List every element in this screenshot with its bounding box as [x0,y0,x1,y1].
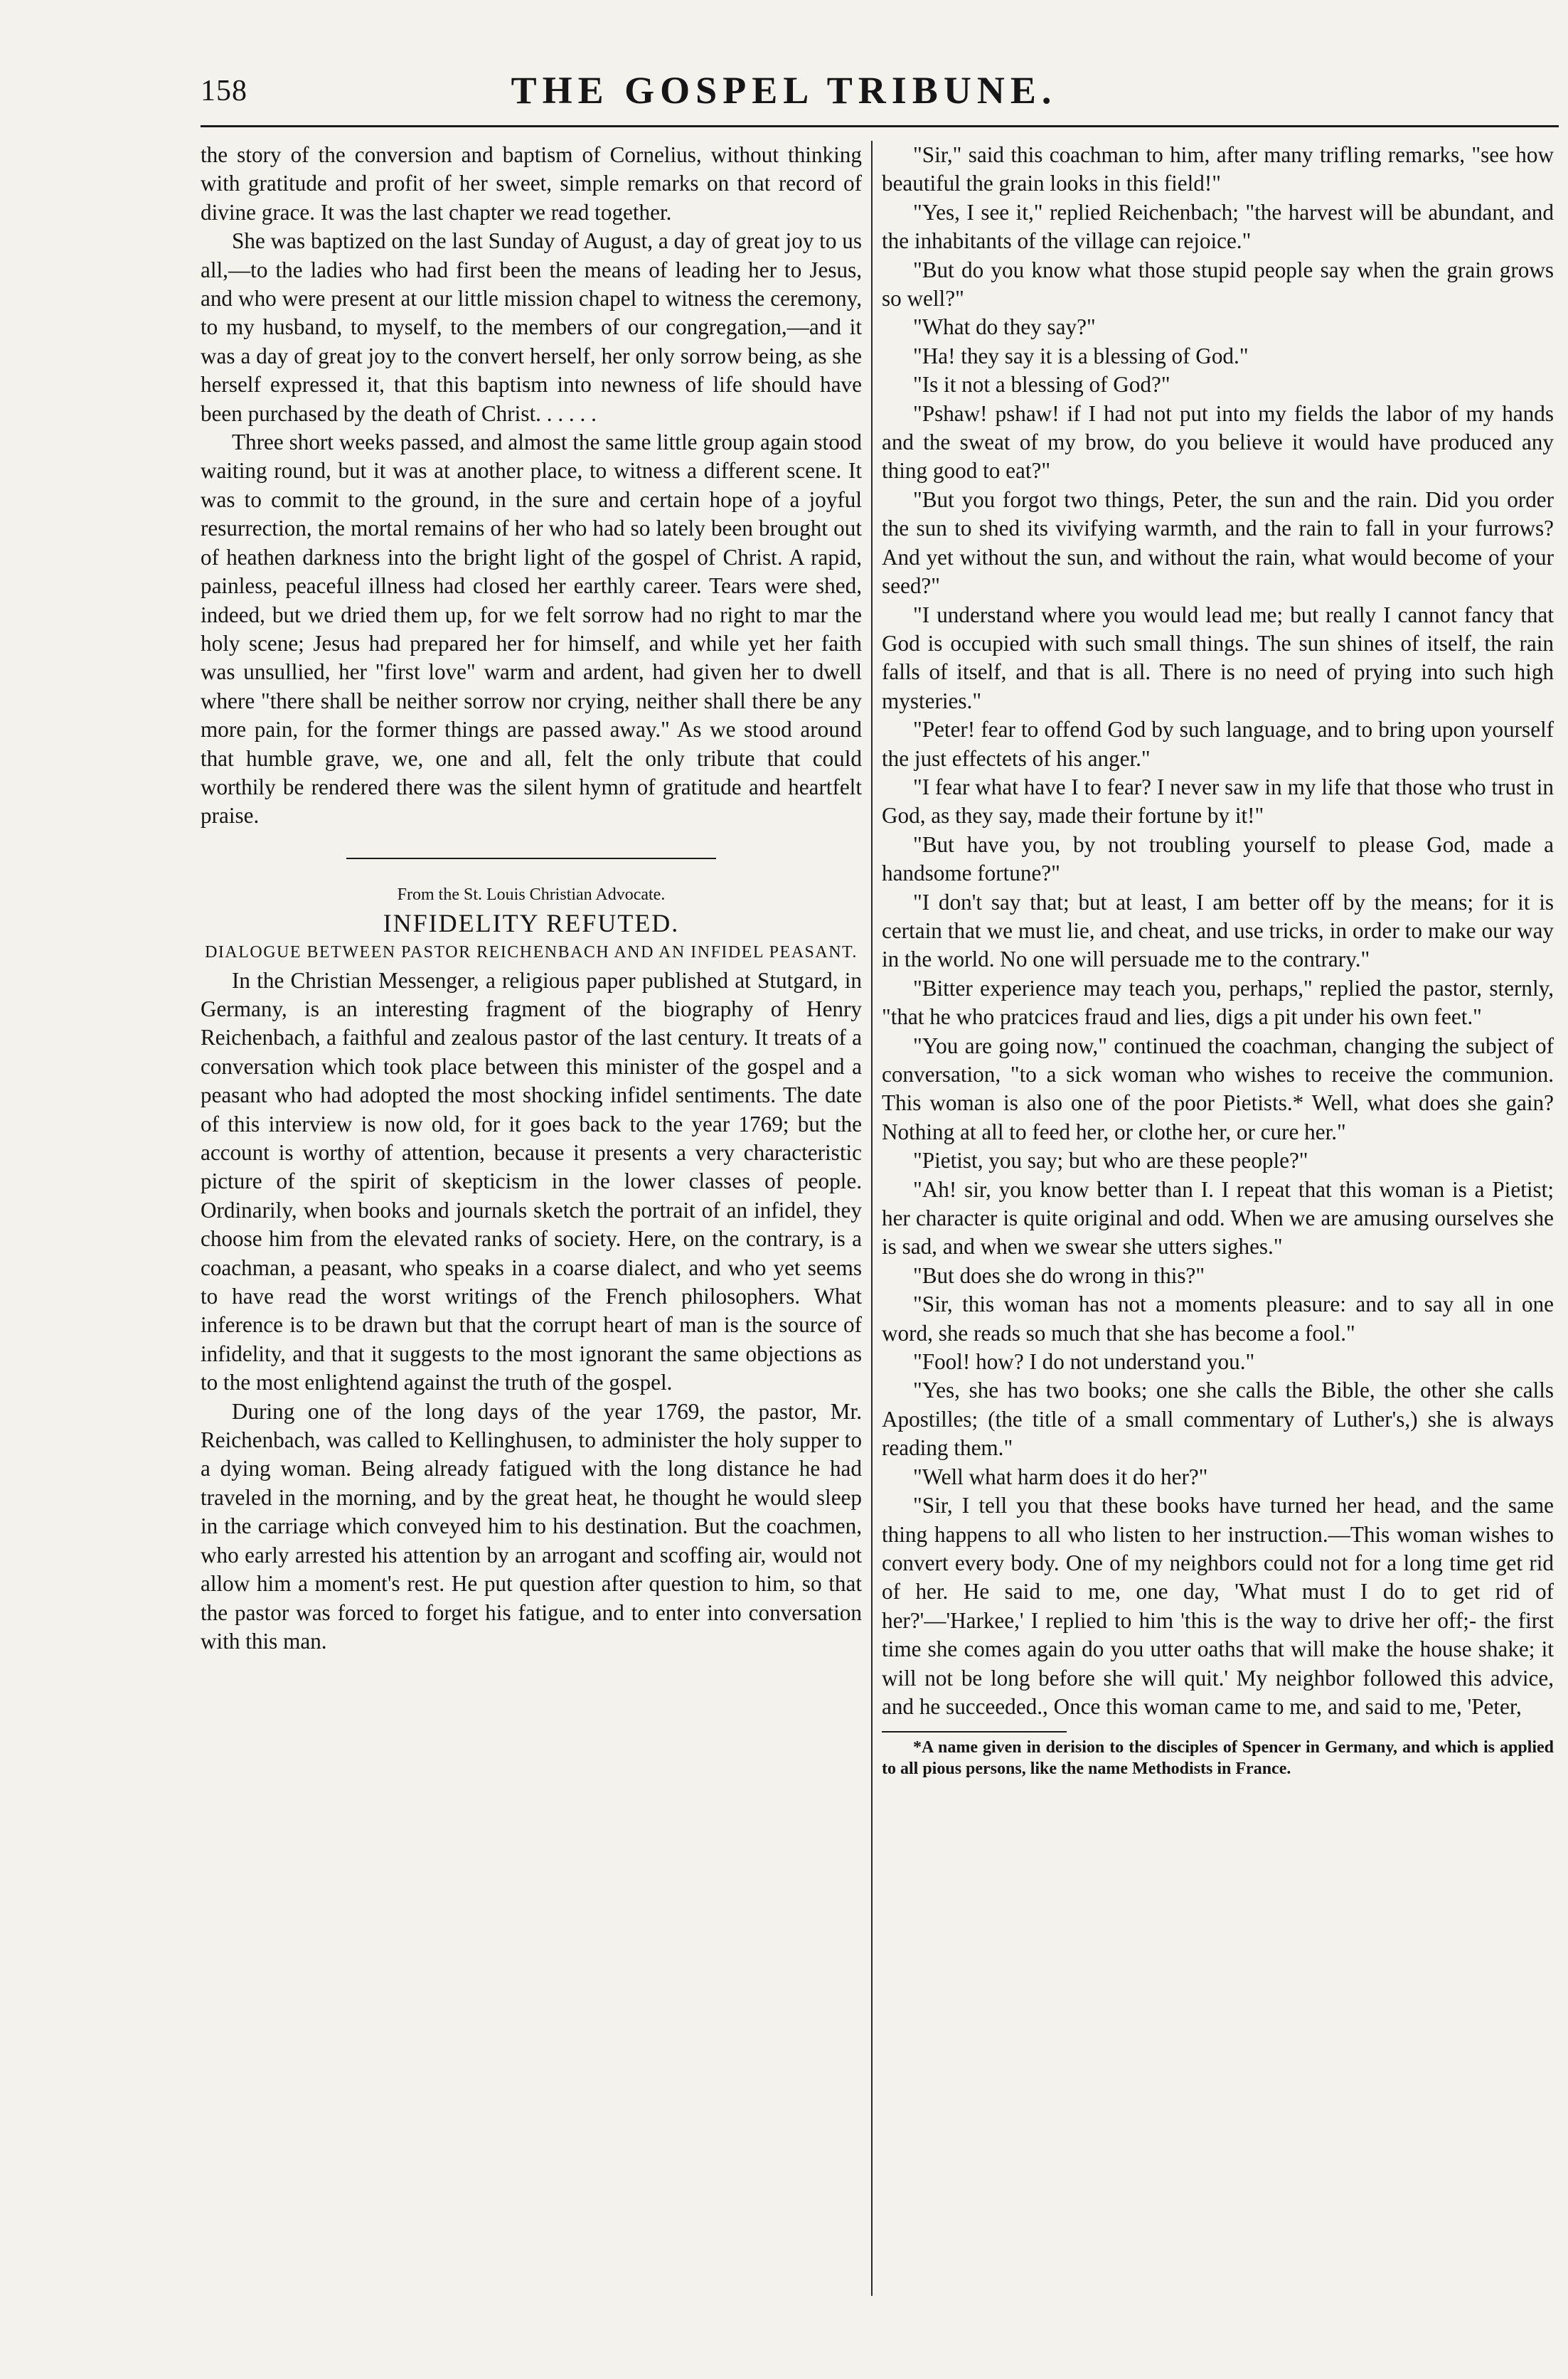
header-rule [201,125,1559,127]
paragraph: "Ah! sir, you know better than I. I repeat that this woman is a Pietist; her character is quite original and odd. When we are amusing ourselves she is sad, and when we swear she utters sighes." [882,1176,1554,1260]
paragraph: "What do they say?" [913,314,1096,340]
article-source: From the St. Louis Christian Advocate. [397,885,666,904]
paragraph: "Bitter experience may teach you, perhaps," replied the pastor, sternly, "that he who pratcices fraud and lies, digs a pit under his own feet." [882,975,1554,1030]
running-head: THE GOSPEL TRIBUNE. [511,69,1057,112]
article-title: INFIDELITY REFUTED. [383,909,680,938]
footnote-divider [882,1731,1067,1733]
paragraph: "I understand where you would lead me; but really I cannot fancy that God is occupied with such small things. The sun shines of itself, the rain falls of itself, and that is all. There is no need of prying into such high mysteries." [882,602,1554,713]
paragraph: "Peter! fear to offend God by such language, and to bring upon yourself the just effectets of his anger." [882,717,1554,771]
right-column [882,141,1554,1779]
paragraph: "But have you, by not troubling yourself to please God, made a handsome fortune?" [882,831,1554,886]
paragraph: "Fool! how? I do not understand you." [913,1349,1255,1375]
column-divider [871,141,873,2296]
paragraph: "I don't say that; but at least, I am better off by the means; for it is certain that we must lie, and cheat, and use tricks, in order to make our way in the world. No one will persuade me to the contrary." [882,889,1554,972]
footnote: *A name given in derision to the disciples of Spencer in Germany, and which is applied to all pious persons, like the name Methodists in France. [882,1738,1554,1779]
paragraph: During one of the long days of the year 1769, the pastor, Mr. Reichenbach, was called to Kellinghusen, to administer the holy supper to a dying woman. Being already fatigued with the long distance he had traveled in the morning, and by the great heat, he thought he would sleep in the carriage which conveyed him to his destination. But the coachmen, who early arrested his attention by an arrogant and scoffing air, would not allow him a moment's rest. He put question after question to him, so that the pastor was forced to forget his fatigue, and to enter into conversation with this man. [201,1398,862,1654]
paragraph: "Pshaw! pshaw! if I had not put into my fields the labor of my hands and the sweat of my brow, do you believe it would have produced any thing good to eat?" [882,400,1554,484]
paragraph: "Well what harm does it do her?" [913,1464,1208,1489]
paragraph: "But does she do wrong in this?" [913,1262,1205,1288]
paragraph: She was baptized on the last Sunday of August, a day of great joy to us all,—to the ladies who had first been the means of leading her to Jesus, and who were present at our little mission chapel to witness the ceremony, to my husband, to myself, to the members of our congregation,—and it was a day of great joy to the convert herself, her only sorrow being, as she herself expressed it, that this baptism into newness of life should have been purchased by the death of Christ. . . . . . [201,228,862,426]
left-column [201,141,862,1656]
paragraph: "But you forgot two things, Peter, the sun and the rain. Did you order the sun to shed its vivifying warmth, and the rain to fall in your furrows? And yet without the sun, and without the rain, what would become of your seed?" [882,486,1554,599]
paragraph: In the Christian Messenger, a religious paper published at Stutgard, in Germany, is an interesting fragment of the biography of Henry Reichenbach, a faithful and zealous pastor of the last century. It treats of a conversation which took place between this minister of the gospel and a peasant who had adopted the most shocking infidel sentiments. The date of this interview is now old, for it goes back to the year 1769; but the account is worthy of attention, because it presents a very characteristic picture of the spirit of skepticism in the lower classes of people. Ordinarily, when books and journals sketch the portrait of an infidel, they choose him from the elevated ranks of society. Here, on the contrary, is a coachman, a peasant, who speaks in a coarse dialect, and who yet seems to have read the worst writings of the French philosophers. What inference is to be drawn but that the corrupt heart of man is the source of infidelity, and that it suggests to the most ignorant the same objections as to the most enlightend against the truth of the gospel. [201,967,862,1395]
article-subtitle: DIALOGUE BETWEEN PASTOR REICHENBACH AND AN INFIDEL PEASANT. [205,942,858,962]
page-number: 158 [201,75,247,107]
paragraph: "Sir, I tell you that these books have turned her head, and the same thing happens to all who listen to her instruction.—This woman wishes to convert every body. One of my neighbors could not for a long time get rid of her. He said to me, one day, 'What must I do to get rid of her?'—'Harkee,' I replied to him 'this is the way to drive her off;- the first time she comes again do you utter oaths that will make the house shake; it will not be long before she will quit.' My neighbor followed this advice, and he succeeded., Once this woman came to me, and said to me, 'Peter, [882,1493,1554,1719]
paragraph: "Ha! they say it is a blessing of God." [913,343,1249,368]
paragraph: "But do you know what those stupid people say when the grain grows so well?" [882,257,1554,312]
paragraph: "Pietist, you say; but who are these people?" [913,1148,1308,1173]
paragraph: "I fear what have I to fear? I never saw in my life that those who trust in God, as they say, made their fortune by it!" [882,774,1554,829]
paragraph: Three short weeks passed, and almost the same little group again stood waiting round, but it was at another place, to witness a different scene. It was to commit to the ground, in the sure and certain hope of a joyful resurrection, the mortal remains of her who had so lately been brought out of heathen darkness into the bright light of the gospel of Christ. A rapid, painless, peaceful illness had closed her earthly career. Tears were shed, indeed, but we dried them up, for we felt sorrow had no right to mar the holy scene; Jesus had prepared her for himself, and while yet her faith was unsullied, her "first love" warm and ardent, had given her to dwell where "there shall be neither sorrow nor crying, neither shall there be any more pain, for the former things are passed away." As we stood around that humble grave, we, one and all, felt the only tribute that could worthily be rendered there was the silent hymn of gratitude and heartfelt praise. [201,430,862,829]
paragraph: "Yes, she has two books; one she calls the Bible, the other she calls Apostilles; (the title of a small commentary of Luther's,) she is always reading them." [882,1378,1554,1461]
section-divider [346,858,716,859]
paragraph: "Yes, I see it," replied Reichenbach; "the harvest will be abundant, and the inhabitants of the village can rejoice." [882,199,1554,254]
paragraph: "You are going now," continued the coachman, changing the subject of conversation, "to a sick woman who wishes to receive the communion. This woman is also one of the poor Pietists.* Well, what does she gain? Nothing at all to feed her, or clothe her, or cure her." [882,1033,1554,1144]
paragraph: "Is it not a blessing of God?" [913,372,1170,398]
paragraph: "Sir, this woman has not a moments pleasure: and to say all in one word, she reads so much that she has become a fool." [882,1292,1554,1346]
paragraph: "Sir," said this coachman to him, after many trifling remarks, "see how beautiful the grain looks in this field!" [882,142,1554,196]
paragraph: the story of the conversion and baptism of Cornelius, without thinking with gratitude and profit of her sweet, simple remarks on that record of divine grace. It was the last chapter we read together. [201,142,862,225]
